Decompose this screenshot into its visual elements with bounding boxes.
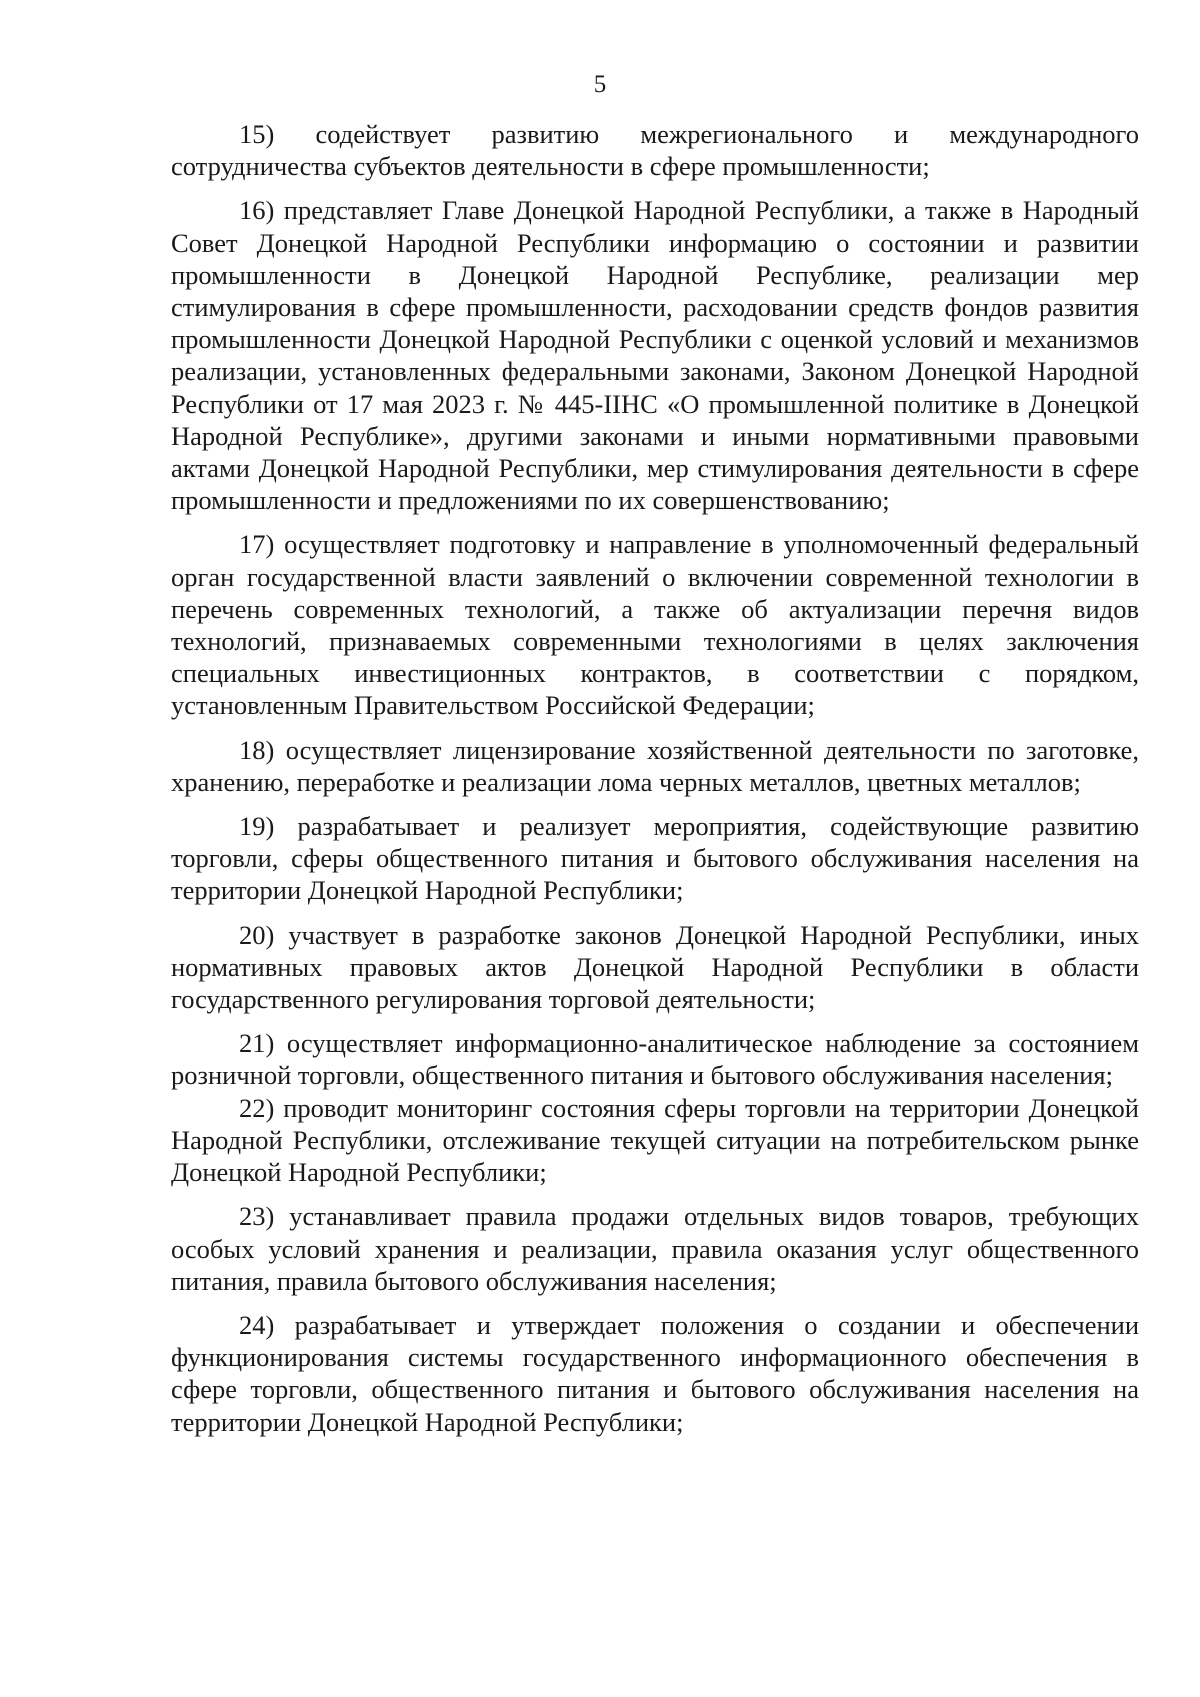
list-item-20: 20) участвует в разработке законов Донецкой Народной Республики, иных нормативных правовых актов Донецкой Народной Республики в области государственного регулирования торговой деятельности; [171,919,1139,1015]
document-body [171,118,1139,1438]
list-item-15: 15) содействует развитию межрегионального и международного сотрудничества субъектов деятельности в сфере промышленности; [171,119,1139,182]
page-number: 5 [593,71,607,98]
list-item-17: 17) осуществляет подготовку и направление в уполномоченный федеральный орган государственной власти заявлений о включении современной технологии в перечень современных технологий, а также об актуализации перечня видов технологий, признаваемых современными технологиями в целях заключения специальных инвестиционных контрактов, в соответствии с порядком, установленным Правительством Российской Федерации; [171,529,1139,721]
list-item-22: 22) проводит мониторинг состояния сферы торговли на территории Донецкой Народной Республики, отслеживание текущей ситуации на потребительском рынке Донецкой Народной Республики; [171,1092,1139,1188]
list-item-23: 23) устанавливает правила продажи отдельных видов товаров, требующих особых условий хранения и реализации, правила оказания услуг общественного питания, правила бытового обслуживания населения; [171,1201,1139,1296]
list-item-16: 16) представляет Главе Донецкой Народной Республики, а также в Народный Совет Донецкой Народной Республики информацию о состоянии и развитии промышленности в Донецкой Народной Республике, реализации мер стимулирования в сфере промышленности, расходовании средств фондов развития промышленности Донецкой Народной Республики с оценкой условий и механизмов реализации, установленных федеральными законами, Законом Донецкой Народной Республики от 17 мая 2023 г. № 445-IIНС «О промышленной политике в Донецкой Народной Республике», другими законами и иными нормативными правовыми актами Донецкой Народной Республики, мер стимулирования деятельности в сфере промышленности и предложениями по их совершенствованию; [171,195,1139,516]
list-item-19: 19) разрабатывает и реализует мероприятия, содействующие развитию торговли, сферы общественного питания и бытового обслуживания населения на территории Донецкой Народной Республики; [171,811,1139,906]
list-item-24: 24) разрабатывает и утверждает положения о создании и обеспечении функционирования системы государственного информационного обеспечения в сфере торговли, общественного питания и бытового обслуживания населения на территории Донецкой Народной Республики; [171,1309,1139,1437]
list-item-21: 21) осуществляет информационно-аналитическое наблюдение за состоянием розничной торговли, общественного питания и бытового обслуживания населения; [171,1028,1139,1091]
list-item-18: 18) осуществляет лицензирование хозяйственной деятельности по заготовке, хранению, переработке и реализации лома черных металлов, цветных металлов; [171,734,1139,797]
